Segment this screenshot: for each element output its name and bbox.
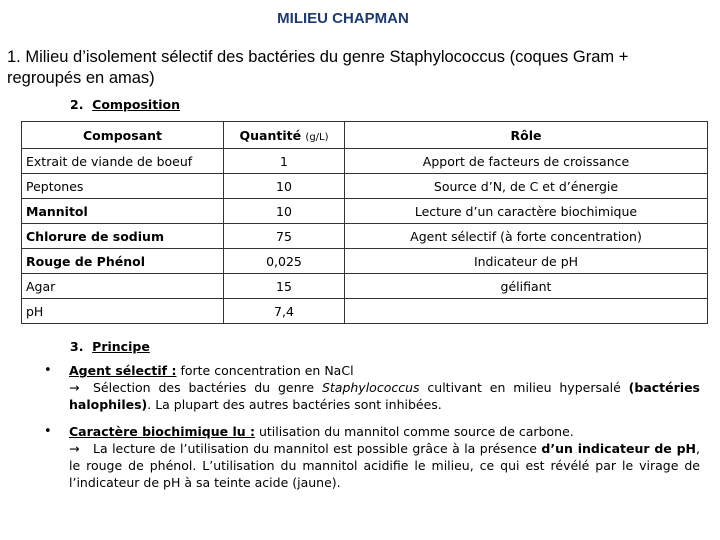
detail-text: Sélection des bactéries du genre	[93, 380, 322, 395]
table-row	[22, 274, 708, 299]
cell-composant: Peptones	[22, 174, 224, 199]
intro-text: 1. Milieu d’isolement sélectif des bactéries du genre Staphylococcus (coques Gram + regroupés en amas)	[7, 48, 629, 87]
bullet-icon: •	[44, 363, 52, 378]
item-line	[69, 362, 700, 379]
cell-quantite: 75	[224, 224, 345, 249]
header-quantite-label: Quantité	[239, 127, 302, 143]
principe-heading	[70, 339, 150, 354]
header-composant: Composant	[22, 122, 224, 149]
header-unit: (g/L)	[305, 131, 329, 143]
bullet-icon: •	[44, 424, 52, 439]
page-title: MILIEU CHAPMAN	[277, 10, 409, 27]
cell-role: Lecture d’un caractère biochimique	[345, 199, 708, 224]
detail-bold: (bactéries halophiles)	[69, 380, 700, 412]
cell-composant: Extrait de viande de boeuf	[22, 149, 224, 174]
cell-composant: Agar	[22, 274, 224, 299]
cell-quantite: 10	[224, 199, 345, 224]
item-text: forte concentration en NaCl	[176, 363, 354, 378]
list-item	[40, 423, 700, 491]
cell-role	[345, 299, 708, 324]
cell-quantite: 0,025	[224, 249, 345, 274]
cell-role: Agent sélectif (à forte concentration)	[345, 224, 708, 249]
cell-role: Indicateur de pH	[345, 249, 708, 274]
cell-composant: pH	[22, 299, 224, 324]
cell-quantite: 10	[224, 174, 345, 199]
table-header-row	[22, 122, 708, 149]
arrow-icon: →	[69, 380, 80, 395]
table-row	[22, 174, 708, 199]
section-title: Composition	[92, 97, 180, 112]
section-number: 2.	[70, 97, 84, 112]
table-row	[22, 299, 708, 324]
detail-text: , le rouge de phénol. L’utilisation du mannitol acidifie le milieu, ce qui est révélé par le virage de l’indicateur de pH à sa teinte acide (jaune).	[69, 441, 700, 490]
composition-table	[21, 121, 708, 324]
section-title: Principe	[92, 339, 150, 354]
principe-list	[40, 362, 700, 491]
detail-italic: Staphylococcus	[321, 380, 420, 395]
table-row	[22, 224, 708, 249]
section-number: 3.	[70, 339, 84, 354]
detail-text: La lecture de l’utilisation du mannitol est possible grâce à la présence	[93, 441, 542, 456]
table-row	[22, 199, 708, 224]
detail-text: cultivant en milieu hypersalé	[419, 380, 629, 395]
cell-role: Apport de facteurs de croissance	[345, 149, 708, 174]
arrow-icon: →	[69, 441, 80, 456]
item-detail	[69, 379, 700, 413]
cell-quantite: 15	[224, 274, 345, 299]
composition-heading	[70, 97, 180, 112]
header-role: Rôle	[345, 122, 708, 149]
cell-role: Source d’N, de C et d’énergie	[345, 174, 708, 199]
detail-text: . La plupart des autres bactéries sont inhibées.	[147, 397, 442, 412]
detail-bold: d’un indicateur de pH	[541, 441, 697, 456]
cell-role: gélifiant	[345, 274, 708, 299]
item-line	[69, 423, 700, 440]
list-item	[40, 362, 700, 413]
item-text: utilisation du mannitol comme source de carbone.	[255, 424, 574, 439]
header-quantite	[224, 122, 345, 149]
cell-quantite: 7,4	[224, 299, 345, 324]
item-label: Agent sélectif :	[69, 363, 177, 378]
table-row	[22, 249, 708, 274]
cell-composant: Rouge de Phénol	[22, 249, 224, 274]
item-label: Caractère biochimique lu :	[69, 424, 255, 439]
cell-quantite: 1	[224, 149, 345, 174]
cell-composant: Chlorure de sodium	[22, 224, 224, 249]
table-row	[22, 149, 708, 174]
item-detail	[69, 440, 700, 491]
cell-composant: Mannitol	[22, 199, 224, 224]
